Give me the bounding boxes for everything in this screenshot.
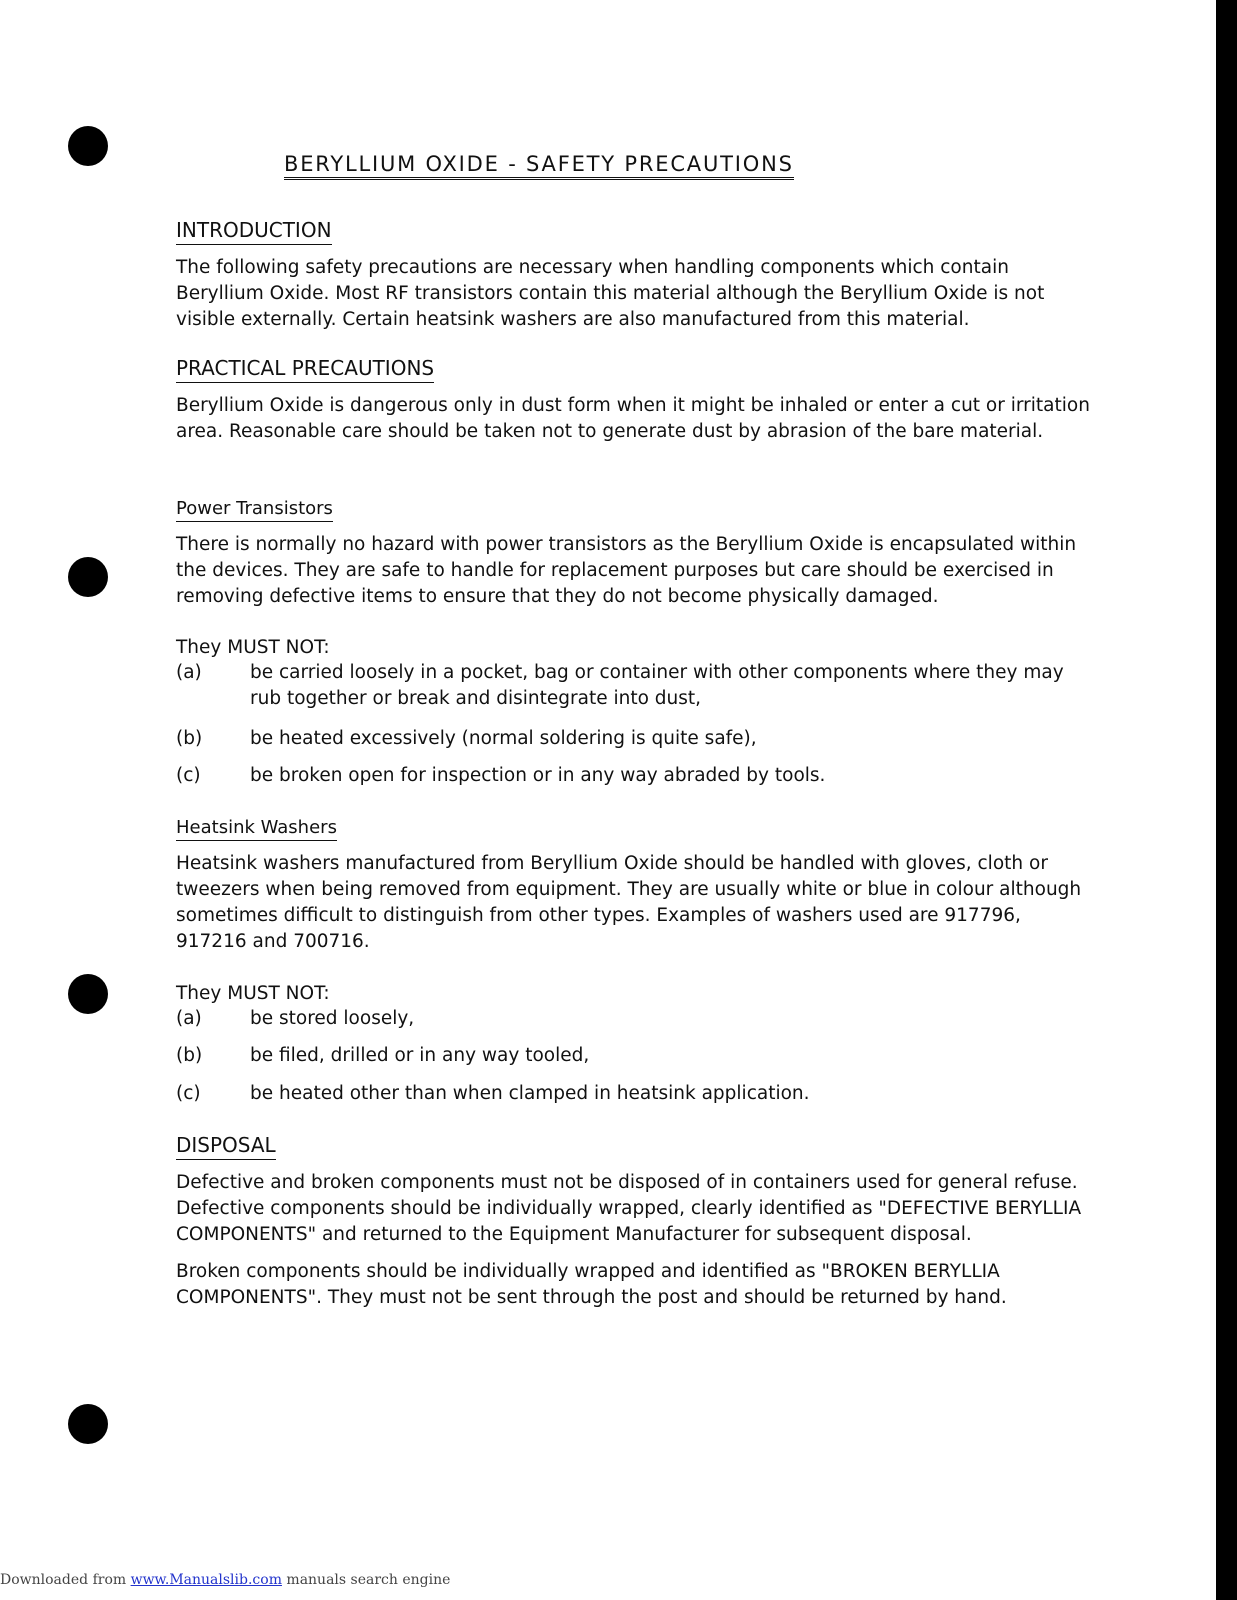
list-item-text: be stored loosely, <box>250 1008 415 1029</box>
disposal-text-1: Defective and broken components must not be disposed of in containers used for general refuse. Defective components should be individually wrapped, clearly identified as "DEFECTIVE BERYLLIA COMPONENTS" and returned to the Equipment Manufacturer for subsequent disposal. <box>176 1172 1082 1245</box>
list-item-label: (a) <box>176 662 202 683</box>
introduction-heading: INTRODUCTION <box>176 218 332 245</box>
list-item-label: (c) <box>176 765 201 786</box>
practical-precautions-text: Beryllium Oxide is dangerous only in dust form when it might be inhaled or enter a cut or irritation area. Reasonable care should be taken not to generate dust by abrasion of the bare material. <box>176 395 1090 442</box>
list-item-label: (c) <box>176 1083 201 1104</box>
list-item-label: (b) <box>176 728 203 749</box>
footer-prefix: Downloaded from <box>0 1572 131 1588</box>
scan-edge-bar <box>1216 0 1237 1600</box>
list-item-text: be heated other than when clamped in heatsink application. <box>250 1083 810 1104</box>
download-footer <box>0 1572 450 1588</box>
power-transistors-must-not: They MUST NOT: <box>176 637 330 658</box>
power-transistors-text: There is normally no hazard with power transistors as the Beryllium Oxide is encapsulated within the devices. They are safe to handle for replacement purposes but care should be exercised in removing defective items to ensure that they do not become physically damaged. <box>176 534 1077 607</box>
practical-precautions-heading: PRACTICAL PRECAUTIONS <box>176 356 434 383</box>
disposal-text-2: Broken components should be individually wrapped and identified as "BROKEN BERYLLIA COMPONENTS". They must not be sent through the post and should be returned by hand. <box>176 1261 1007 1308</box>
heatsink-washers-heading: Heatsink Washers <box>176 817 337 841</box>
punch-hole <box>68 557 108 597</box>
footer-link[interactable]: www.Manualslib.com <box>130 1572 282 1588</box>
introduction-text: The following safety precautions are necessary when handling components which contain Beryllium Oxide. Most RF transistors contain this material although the Beryllium Oxide is not visible externally. Certain heatsink washers are also manufactured from this material. <box>176 257 1045 330</box>
punch-hole <box>68 974 108 1014</box>
heatsink-washers-text: Heatsink washers manufactured from Beryllium Oxide should be handled with gloves, cloth or tweezers when being removed from equipment. They are usually white or blue in colour although sometimes difficult to distinguish from other types. Examples of washers used are 917796, 917216 and 700716. <box>176 853 1082 952</box>
page-title: BERYLLIUM OXIDE - SAFETY PRECAUTIONS <box>284 152 794 180</box>
punch-hole <box>68 1404 108 1444</box>
heatsink-washers-must-not: They MUST NOT: <box>176 983 330 1004</box>
list-item-text: be filed, drilled or in any way tooled, <box>250 1045 590 1066</box>
list-item-text: be heated excessively (normal soldering is quite safe), <box>250 728 757 749</box>
power-transistors-heading: Power Transistors <box>176 498 333 522</box>
list-item-text: be carried loosely in a pocket, bag or container with other components where they may rub together or break and disintegrate into dust, <box>250 662 1064 709</box>
list-item-label: (a) <box>176 1008 202 1029</box>
footer-suffix: manuals search engine <box>281 1572 451 1588</box>
punch-hole <box>68 126 108 166</box>
list-item-text: be broken open for inspection or in any way abraded by tools. <box>250 765 826 786</box>
list-item-label: (b) <box>176 1045 203 1066</box>
disposal-heading: DISPOSAL <box>176 1133 276 1160</box>
